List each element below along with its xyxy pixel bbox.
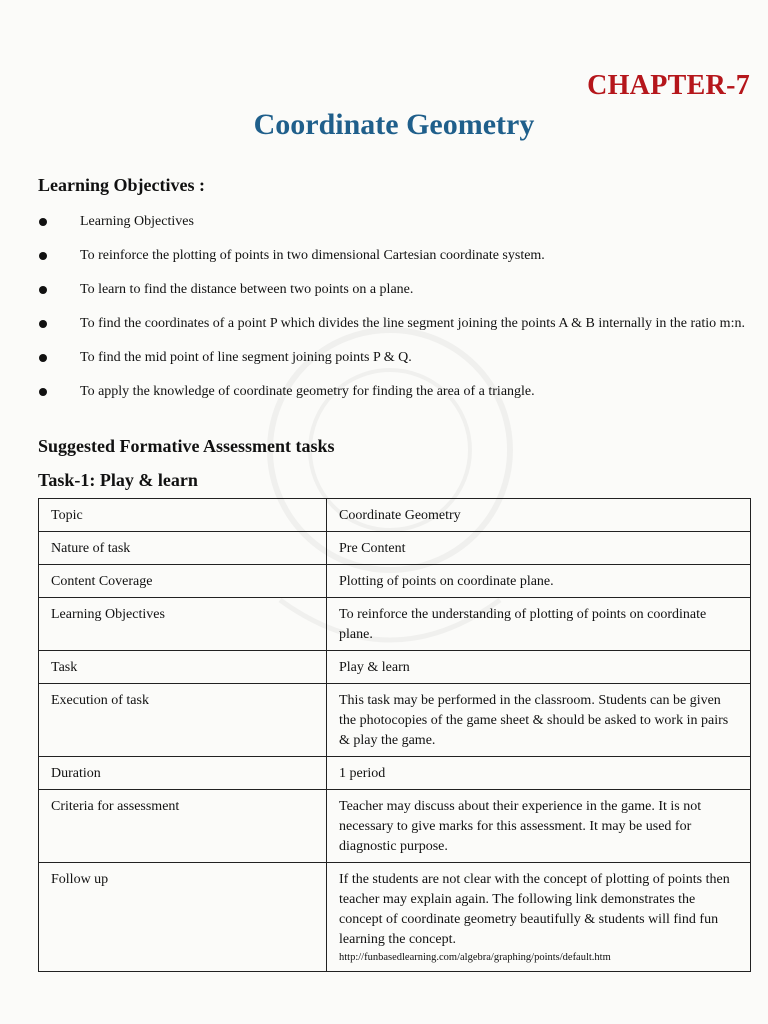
list-item: To reinforce the plotting of points in two dimensional Cartesian coordinate system. (38, 246, 758, 265)
bullet-icon (39, 218, 47, 226)
bullet-icon (39, 388, 47, 396)
table-row (39, 499, 751, 532)
task-table (38, 498, 751, 972)
table-row (39, 651, 751, 684)
table-row (39, 598, 751, 651)
page-title: Coordinate Geometry (253, 108, 535, 141)
table-row (39, 684, 751, 757)
bullet-icon (39, 354, 47, 362)
follow-up-link[interactable]: http://funbasedlearning.com/algebra/graphing/points/default.htm (339, 952, 611, 963)
bullet-icon (39, 286, 47, 294)
task-heading: Task-1: Play & learn (38, 470, 198, 490)
list-item: To learn to find the distance between two points on a plane. (38, 280, 758, 299)
table-label: Content Coverage (39, 565, 327, 598)
table-row (39, 757, 751, 790)
table-label: Follow up (39, 863, 327, 972)
list-item: To find the mid point of line segment joining points P & Q. (38, 348, 758, 367)
table-value: Coordinate Geometry (327, 499, 751, 532)
table-row (39, 565, 751, 598)
assessment-heading: Suggested Formative Assessment tasks (38, 436, 335, 456)
table-value: Pre Content (327, 532, 751, 565)
bullet-icon (39, 252, 47, 260)
table-row (39, 532, 751, 565)
table-value: 1 period (327, 757, 751, 790)
list-item: To apply the knowledge of coordinate geometry for finding the area of a triangle. (38, 382, 758, 401)
table-row (39, 863, 751, 972)
table-label: Topic (39, 499, 327, 532)
table-value: To reinforce the understanding of plotting of points on coordinate plane. (327, 598, 751, 651)
table-label: Learning Objectives (39, 598, 327, 651)
table-label: Duration (39, 757, 327, 790)
table-label: Task (39, 651, 327, 684)
chapter-label: CHAPTER-7 (587, 70, 750, 101)
table-value: Plotting of points on coordinate plane. (327, 565, 751, 598)
bullet-icon (39, 320, 47, 328)
objectives-list (38, 212, 758, 416)
table-label: Execution of task (39, 684, 327, 757)
list-item: To find the coordinates of a point P which divides the line segment joining the points A & B internally in the ratio m:n. (38, 314, 758, 333)
table-row (39, 790, 751, 863)
table-value: Teacher may discuss about their experience in the game. It is not necessary to give marks for this assessment. It may be used for diagnostic purpose. (327, 790, 751, 863)
follow-up-text: If the students are not clear with the concept of plotting of points then teacher may explain again. The following link demonstrates the concept of coordinate geometry beautifully & students will find fun learning the concept. (339, 872, 730, 947)
table-value: Play & learn (327, 651, 751, 684)
table-label: Criteria for assessment (39, 790, 327, 863)
table-value: This task may be performed in the classroom. Students can be given the photocopies of the game sheet & should be asked to work in pairs & play the game. (327, 684, 751, 757)
table-value (327, 863, 751, 972)
learning-objectives-heading: Learning Objectives : (38, 175, 205, 195)
list-item: Learning Objectives (38, 212, 758, 231)
table-label: Nature of task (39, 532, 327, 565)
